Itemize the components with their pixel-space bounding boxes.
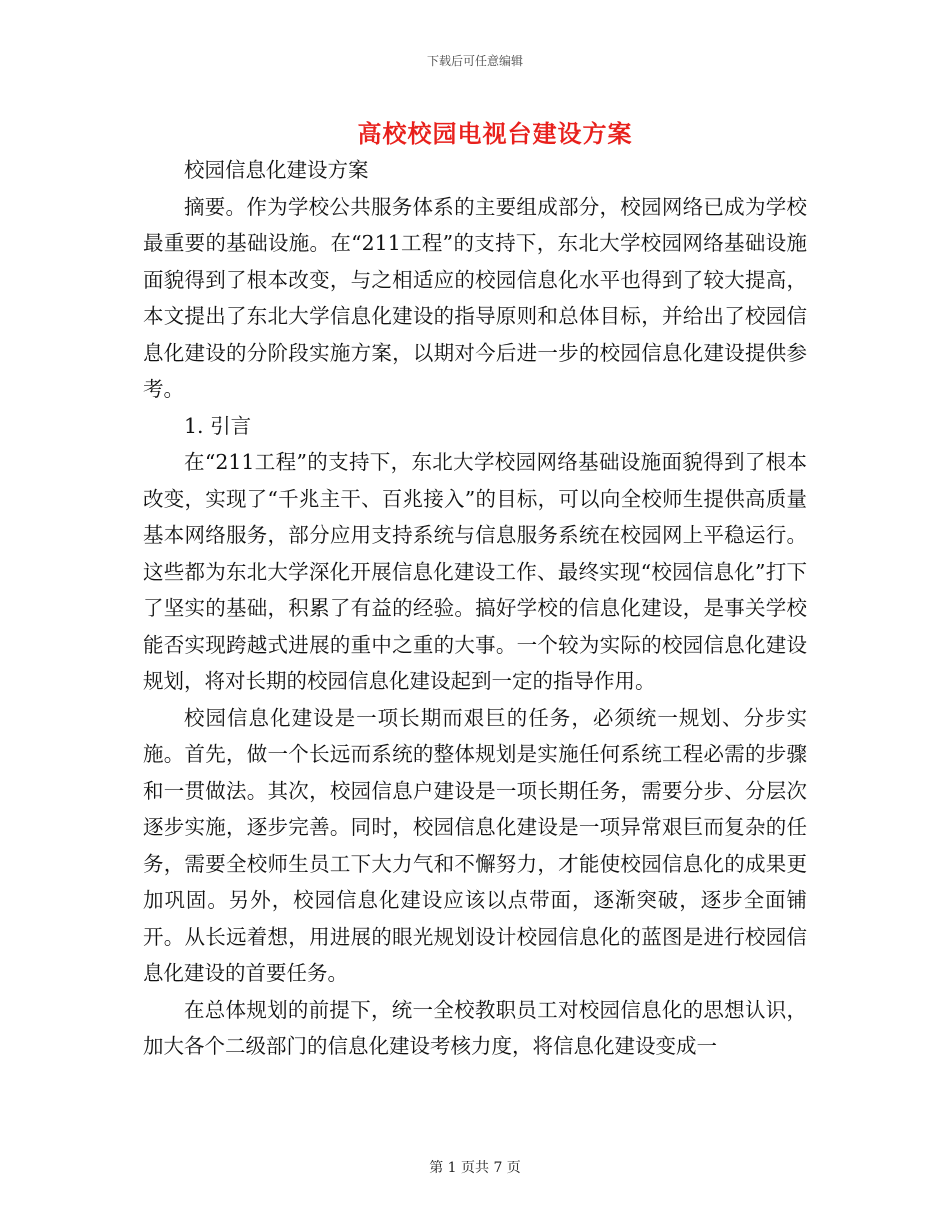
abstract-paragraph: 摘要。作为学校公共服务体系的主要组成部分，校园网络已成为学校最重要的基础设施。在“211工程”的支持下，东北大学校园网络基础设施面貌得到了根本改变，与之相适应的校园信息化水平也得到了较大提高，本文提出了东北大学信息化建设的指导原则和总体目标，并给出了校园信息化建设的分阶段实施方案，以期对今后进一步的校园信息化建设提供参考。 bbox=[143, 194, 807, 401]
document-body bbox=[143, 152, 807, 1065]
document-title: 高校校园电视台建设方案 bbox=[357, 119, 633, 148]
body-paragraph: 在总体规划的前提下，统一全校教职员工对校园信息化的思想认识，加大各个二级部门的信息化建设考核力度，将信息化建设变成一 bbox=[143, 997, 807, 1058]
body-paragraph: 在“211工程”的支持下，东北大学校园网络基础设施面貌得到了根本改变，实现了“千兆主干、百兆接入”的目标，可以向全校师生提供高质量基本网络服务，部分应用支持系统与信息服务系统在校园网上平稳运行。这些都为东北大学深化开展信息化建设工作、最终实现“校园信息化”打下了坚实的基础，积累了有益的经验。搞好学校的信息化建设，是事关学校能否实现跨越式进展的重中之重的大事。一个较为实际的校园信息化建设规划，将对长期的校园信息化建设起到一定的指导作用。 bbox=[143, 450, 807, 693]
section-heading: 校园信息化建设方案 bbox=[184, 158, 369, 182]
header-note: 下载后可任意编辑 bbox=[426, 54, 523, 68]
page-footer: 第 1 页共 7 页 bbox=[429, 1160, 521, 1176]
body-paragraph: 校园信息化建设是一项长期而艰巨的任务，必须统一规划、分步实施。首先，做一个长远而系统的整体规划是实施任何系统工程必需的步骤和一贯做法。其次，校园信息户建设是一项长期任务，需要分步、分层次逐步实施，逐步完善。同时，校园信息化建设是一项异常艰巨而复杂的任务，需要全校师生员工下大力气和不懈努力，才能使校园信息化的成果更加巩固。另外，校园信息化建设应该以点带面，逐渐突破，逐步全面铺开。从长远着想，用进展的眼光规划设计校园信息化的蓝图是进行校园信息化建设的首要任务。 bbox=[143, 705, 807, 985]
intro-heading: 1. 引言 bbox=[184, 413, 252, 438]
